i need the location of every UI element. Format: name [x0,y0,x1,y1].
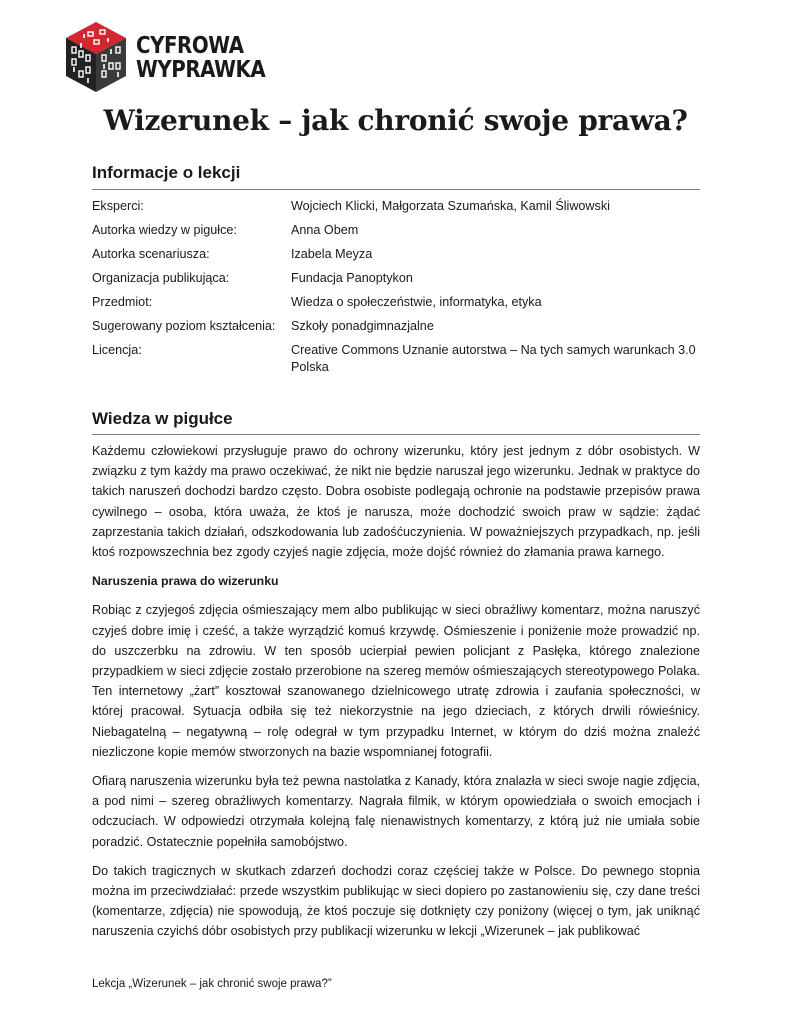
body-paragraph: Do takich tragicznych w skutkach zdarzeń dochodzi coraz częściej także w Polsce. Do pewnego stopnia można im przeciwdziałać: przede wszystkim publikując w sieci dopiero po zastanowieniu się, czy dane treści (komentarze, zdjęcia) nie spowodują, że ktoś poczuje się dotknięty czy poniżony (więcej o tym, jak uniknąć naruszenia czyichś dóbr osobistych przy publikacji wizerunku w lekcji „Wizerunek – jak publikować [92,863,700,939]
info-value: Wojciech Klicki, Małgorzata Szumańska, Kamil Śliwowski [291,199,610,213]
knowledge-body [92,441,700,951]
cyfrowa-wyprawka-logo [64,20,266,94]
intro-paragraph: Każdemu człowiekowi przysługuje prawo do ochrony wizerunku, który jest jednym z dóbr osobistych. W związku z tym każdy ma prawo oczekiwać, że nikt nie będzie naruszał jego wizerunku. Jednak w praktyce do takich naruszeń dochodzi bardzo często. Dobra osobiste podlegają ochronie na podstawie przepisów prawa cywilnego – osoba, która uważa, że ktoś je narusza, może dochodzić swoich praw w sądzie: żądać zaprzestania takich działań, odszkodowania lub zadośćuczynienia. W poważniejszych przypadkach, np. jeśli ktoś rozpowszechnia bez zgody czyjeś nagie zdjęcia, może dojść również do złamania prawa karnego. [92,444,700,560]
knowledge-section-rule [92,434,700,435]
info-section-heading: Informacje o lekcji [92,163,241,182]
logo-line-1: CYFROWA [136,33,244,59]
info-label: Przedmiot: [92,295,153,309]
subsection-heading: Naruszenia prawa do wizerunku [92,574,279,589]
info-row-knowledge-author [92,222,700,239]
info-row-level [92,318,700,335]
body-paragraph: Robiąc z czyjegoś zdjęcia ośmieszający mem albo publikując w sieci obraźliwy komentarz, można naruszyć czyjeś dobre imię i cześć, a także wyrządzić komuś krzywdę. Ośmieszenie i poniżenie może prowadzić np. do uszczerbku na zdrowiu. W ten sposób ucierpiał pewien policjant z Pasłęka, którego znalezione przypadkiem w sieci zdjęcie zostało przerobione na szereg memów ośmieszających stereotypowego Polaka. Ten internetowy „żart” kosztował szanowanego dzielnicowego utratę zdrowia i zaufania społeczności, w której pracował. Sytuacja odbiła się też niekorzystnie na jego dzieciach, z których drwili rówieśnicy. Niebagatelną – negatywną – rolę odegrał w tym przypadku Internet, w którym do dziś można znaleźć niezliczone kopie memów stworzonych na bazie wspomnianej fotografii. [92,603,700,759]
info-row-experts [92,198,700,215]
logo-wordmark [136,34,265,82]
logo-line-2: WYPRAWKA [136,57,266,83]
info-label: Eksperci: [92,199,144,213]
logo-cube-icon [64,20,128,94]
info-label: Autorka wiedzy w pigułce: [92,223,237,237]
info-value: Izabela Meyza [291,247,373,261]
info-label: Sugerowany poziom kształcenia: [92,319,276,333]
info-row-publisher [92,270,700,287]
page-footer: Lekcja „Wizerunek – jak chronić swoje prawa?” [92,978,332,990]
body-paragraph: Ofiarą naruszenia wizerunku była też pewna nastolatka z Kanady, która znalazła w sieci swoje nagie zdjęcia, a pod nimi – szereg obraźliwych komentarzy. Nagrała filmik, w którym opowiedziała o swoich emocjach i odczuciach. W odpowiedzi otrzymała kolejną falę nienawistnych komentarzy, z którą już nie umiała sobie poradzić. Ostatecznie popełniła samobójstwo. [92,774,700,849]
info-row-script-author [92,246,700,263]
info-label: Autorka scenariusza: [92,247,210,261]
lesson-info-table [92,198,700,383]
info-value: Creative Commons Uznanie autorstwa – Na tych samych warunkach 3.0 Polska [291,343,696,374]
info-value: Anna Obem [291,223,359,237]
info-row-license [92,342,700,376]
knowledge-section-heading: Wiedza w pigułce [92,409,233,428]
info-value: Fundacja Panoptykon [291,271,413,285]
info-value: Wiedza o społeczeństwie, informatyka, etyka [291,295,542,309]
info-section-rule [92,189,700,190]
document-title: Wizerunek – jak chronić swoje prawa? [103,104,688,137]
info-row-subject [92,294,700,311]
info-label: Organizacja publikująca: [92,271,230,285]
info-label: Licencja: [92,343,142,357]
info-value: Szkoły ponadgimnazjalne [291,319,434,333]
